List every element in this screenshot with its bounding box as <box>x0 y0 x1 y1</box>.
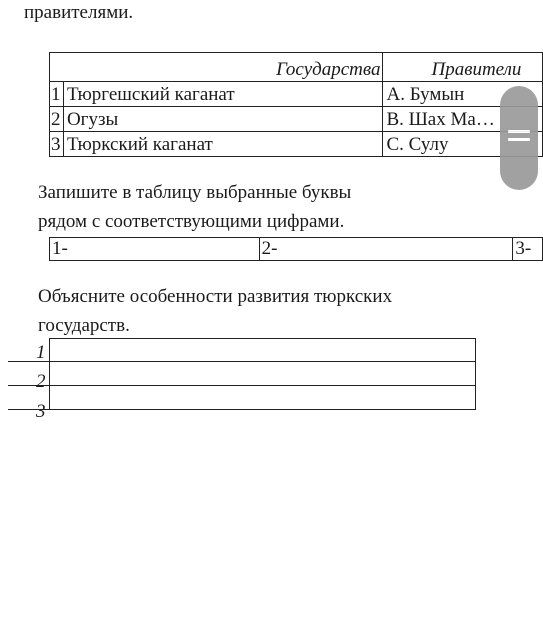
row-number: 1 <box>50 82 64 107</box>
row-number: 3 <box>50 132 64 157</box>
answer-line-number: 1 <box>36 342 46 363</box>
grip-line <box>508 130 530 133</box>
header-rulers: Правители <box>383 53 543 82</box>
ruler-cell: C. Сулу <box>383 132 543 157</box>
instruction-line: рядом с соответствующими цифрами. <box>38 211 345 232</box>
task-question <box>38 282 392 340</box>
table-row <box>50 107 543 132</box>
answer-line-divider <box>8 385 475 386</box>
ruler-cell: A. Бумын <box>383 82 543 107</box>
grip-line <box>508 138 530 141</box>
question-line: государств. <box>38 315 130 336</box>
matching-table-header <box>50 53 543 82</box>
instruction-line: Запишите в таблицу выбранные буквы <box>38 182 352 203</box>
question-line: Объясните особенности развития тюркских <box>38 286 393 307</box>
answer-line-number: 2 <box>36 371 46 392</box>
answer-line-divider <box>8 361 475 362</box>
header-states: Государства <box>50 53 383 82</box>
state-cell: Тюркский каганат <box>63 132 383 157</box>
matching-table <box>49 52 543 157</box>
table-row <box>50 132 543 157</box>
answer-line-number: 3 <box>36 401 46 422</box>
intro-text: правителями. <box>24 2 134 23</box>
answer-cell-2[interactable]: 2- <box>259 238 513 261</box>
task-instruction <box>38 178 351 236</box>
answer-cell-1[interactable]: 1- <box>50 238 260 261</box>
row-number: 2 <box>50 107 64 132</box>
table-row <box>50 82 543 107</box>
scrollbar-thumb[interactable] <box>500 86 538 190</box>
state-cell: Огузы <box>63 107 383 132</box>
answer-table <box>49 237 543 261</box>
ruler-cell: B. Шах Ма… <box>383 107 543 132</box>
state-cell: Тюргешский каганат <box>63 82 383 107</box>
answer-row <box>50 238 543 261</box>
answer-cell-3[interactable]: 3- <box>513 238 543 261</box>
answer-lines-box[interactable] <box>49 338 476 410</box>
